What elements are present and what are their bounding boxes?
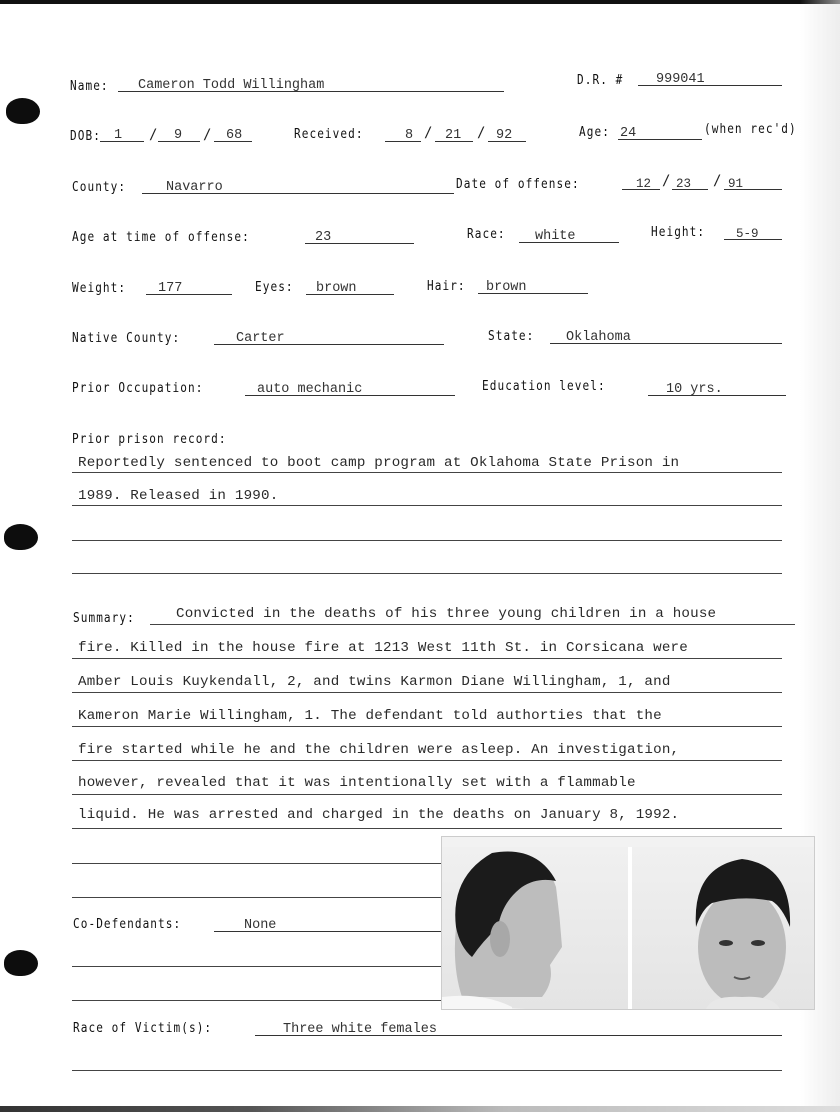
rule-line — [72, 897, 442, 898]
front-photo — [632, 847, 814, 1009]
summary-line-7: liquid. He was arrested and charged in the deaths on January 8, 1992. — [78, 807, 680, 823]
weight-value: 177 — [146, 279, 232, 295]
age-at-offense-value: 23 — [305, 228, 414, 244]
age-at-offense-label: Age at time of offense: — [72, 229, 250, 245]
race-value: white — [519, 227, 619, 243]
prior-prison-record-line-2: 1989. Released in 1990. — [78, 488, 279, 504]
age-label: Age: — [579, 124, 610, 140]
height-label: Height: — [651, 224, 706, 240]
education-level-value: 10 yrs. — [648, 380, 786, 396]
date-of-offense-label: Date of offense: — [456, 176, 580, 192]
rule-line — [72, 726, 782, 727]
page-top-edge — [0, 0, 840, 4]
rule-line — [72, 966, 442, 967]
native-county-value: Carter — [214, 329, 444, 345]
rule-line — [72, 505, 782, 506]
page-bottom-edge — [0, 1106, 840, 1112]
punch-hole-middle — [4, 524, 38, 550]
offense-year: 91 — [724, 174, 782, 190]
rule-line — [72, 540, 782, 541]
summary-line-5: fire started while he and the children were asleep. An investigation, — [78, 742, 680, 758]
punch-hole-top — [6, 98, 40, 124]
received-month: 8 — [385, 126, 421, 142]
race-of-victims-label: Race of Victim(s): — [73, 1020, 213, 1036]
hair-label: Hair: — [427, 278, 466, 294]
hair-value: brown — [478, 278, 588, 294]
height-value: 5-9 — [724, 224, 782, 240]
front-portrait-icon — [632, 847, 814, 1009]
rule-line — [72, 760, 782, 761]
offense-day: 23 — [672, 174, 708, 190]
date-separator: / — [149, 127, 158, 143]
state-value: Oklahoma — [550, 328, 782, 344]
county-value: Navarro — [142, 178, 454, 194]
rule-line — [72, 828, 782, 829]
summary-line-6: however, revealed that it was intentionally set with a flammable — [78, 775, 636, 791]
rule-line — [72, 1070, 782, 1071]
profile-portrait-icon — [442, 847, 628, 1009]
prior-occupation-value: auto mechanic — [245, 380, 455, 396]
eyes-value: brown — [306, 279, 394, 295]
race-label: Race: — [467, 226, 506, 242]
date-separator: / — [477, 125, 486, 141]
date-separator: / — [713, 173, 722, 189]
summary-line-3: Amber Louis Kuykendall, 2, and twins Karmon Diane Willingham, 1, and — [78, 674, 671, 690]
summary-line-1: Convicted in the deaths of his three young children in a house — [176, 606, 717, 622]
prior-prison-record-label: Prior prison record: — [72, 431, 227, 447]
dob-label: DOB: — [70, 128, 101, 144]
name-label: Name: — [70, 78, 109, 94]
punch-hole-bottom — [4, 950, 38, 976]
received-label: Received: — [294, 126, 364, 142]
date-separator: / — [203, 127, 212, 143]
date-separator: / — [662, 173, 671, 189]
co-defendants-label: Co-Defendants: — [73, 916, 182, 932]
summary-line-2: fire. Killed in the house fire at 1213 West 11th St. in Corsicana were — [78, 640, 688, 656]
dob-month: 1 — [100, 126, 144, 142]
rule-line — [72, 794, 782, 795]
county-label: County: — [72, 179, 127, 195]
summary-label: Summary: — [73, 610, 135, 626]
received-year: 92 — [488, 126, 526, 142]
rule-line — [150, 624, 795, 625]
eyes-label: Eyes: — [255, 279, 294, 295]
co-defendants-value: None — [214, 916, 442, 932]
rule-line — [72, 573, 782, 574]
age-note: (when rec'd) — [704, 121, 797, 137]
received-day: 21 — [435, 126, 473, 142]
offense-month: 12 — [622, 174, 660, 190]
rule-line — [72, 863, 442, 864]
prior-occupation-label: Prior Occupation: — [72, 380, 204, 396]
rule-line — [72, 1000, 442, 1001]
state-label: State: — [488, 328, 535, 344]
rule-line — [72, 658, 782, 659]
education-level-label: Education level: — [482, 378, 606, 394]
date-separator: / — [424, 125, 433, 141]
dr-number-value: 999041 — [638, 70, 782, 86]
summary-line-4: Kameron Marie Willingham, 1. The defendant told authorties that the — [78, 708, 662, 724]
mugshot-photo — [441, 836, 815, 1010]
dob-year: 68 — [214, 126, 252, 142]
dob-day: 9 — [158, 126, 200, 142]
rule-line — [72, 692, 782, 693]
weight-label: Weight: — [72, 280, 127, 296]
age-value: 24 — [618, 124, 702, 140]
rule-line — [72, 472, 782, 473]
native-county-label: Native County: — [72, 330, 181, 346]
name-value: Cameron Todd Willingham — [118, 76, 504, 92]
profile-photo — [442, 847, 628, 1009]
dr-number-label: D.R. # — [577, 72, 624, 88]
race-of-victims-value: Three white females — [255, 1020, 782, 1036]
prior-prison-record-line-1: Reportedly sentenced to boot camp program at Oklahoma State Prison in — [78, 455, 680, 471]
